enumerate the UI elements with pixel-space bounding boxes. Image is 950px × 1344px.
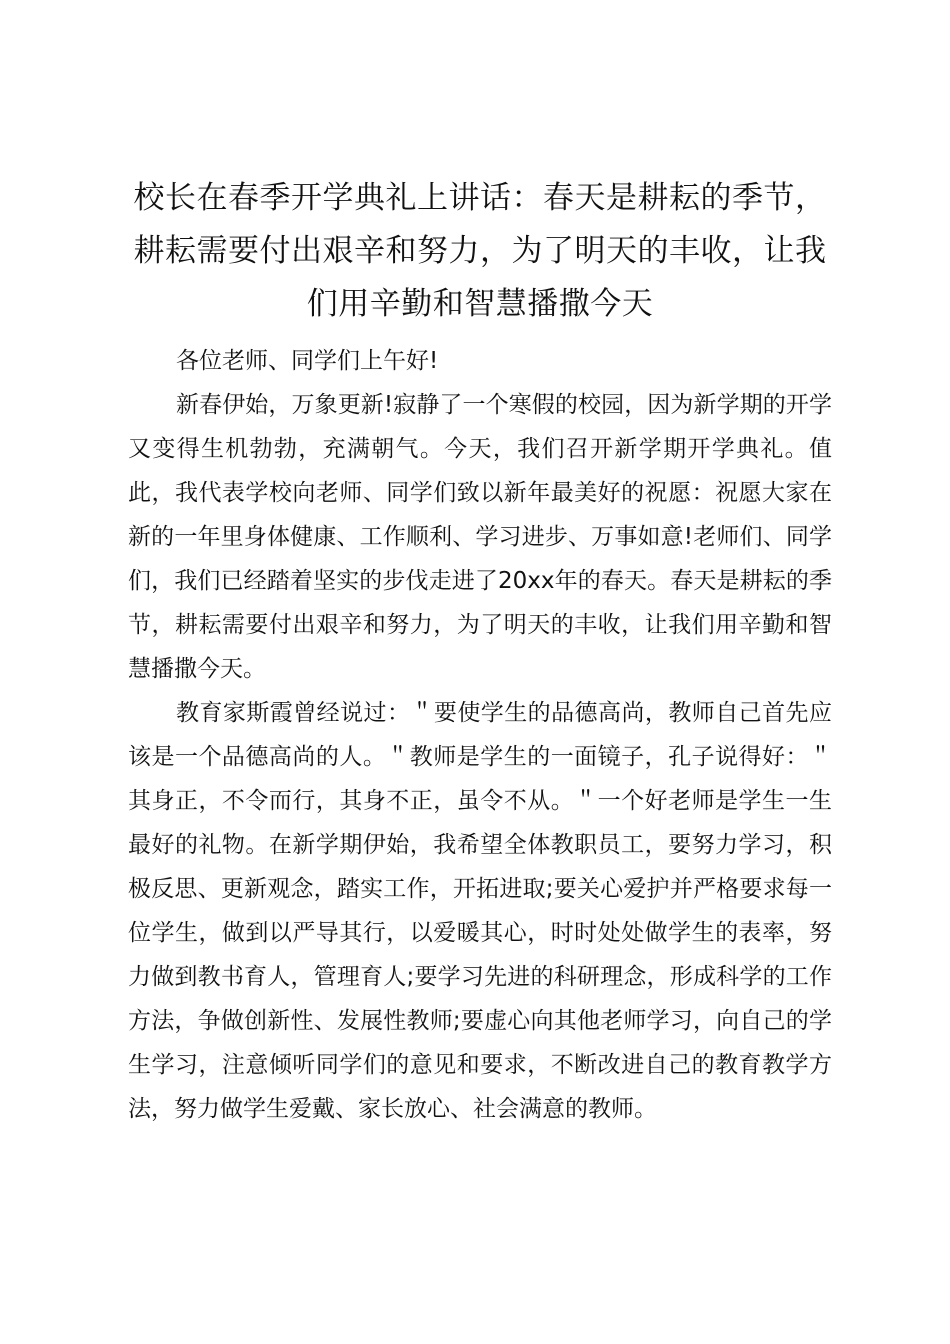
document-body xyxy=(128,172,832,1131)
paragraph-greeting: 各位老师、同学们上午好! xyxy=(176,348,439,374)
paragraph-teachers: 教育家斯霞曾经说过：＂要使学生的品德高尚，教师自己首先应该是一个品德高尚的人。＂教师是学生的一面镜子，孔子说得好：＂其身正，不令而行，其身不正，虽令不从。＂一个好老师是学生一生最好的礼物。在新学期伊始，我希望全体教职员工，要努力学习，积极反思、更新观念，踏实工作，开拓进取;要关心爱护并严格要求每一位学生，做到以严导其行，以爱暖其心，时时处处做学生的表率，努力做到教书育人，管理育人;要学习先进的科研理念，形成科学的工作方法，争做创新性、发展性教师;要虚心向其他老师学习，向自己的学生学习，注意倾听同学们的意见和要求，不断改进自己的教育教学方法，努力做学生爱戴、家长放心、社会满意的教师。 xyxy=(128,700,832,1122)
document-title: 校长在春季开学典礼上讲话：春天是耕耘的季节，耕耘需要付出艰辛和努力，为了明天的丰收，让我们用辛勤和智慧播撒今天 xyxy=(133,180,827,322)
paragraph-opening: 新春伊始，万象更新!寂静了一个寒假的校园，因为新学期的开学又变得生机勃勃，充满朝气。今天，我们召开新学期开学典礼。值此，我代表学校向老师、同学们致以新年最美好的祝愿：祝愿大家在新的一年里身体健康、工作顺利、学习进步、万事如意!老师们、同学们，我们已经踏着坚实的步伐走进了20xx年的春天。春天是耕耘的季节，耕耘需要付出艰辛和努力，为了明天的丰收，让我们用辛勤和智慧播撒今天。 xyxy=(128,392,832,682)
